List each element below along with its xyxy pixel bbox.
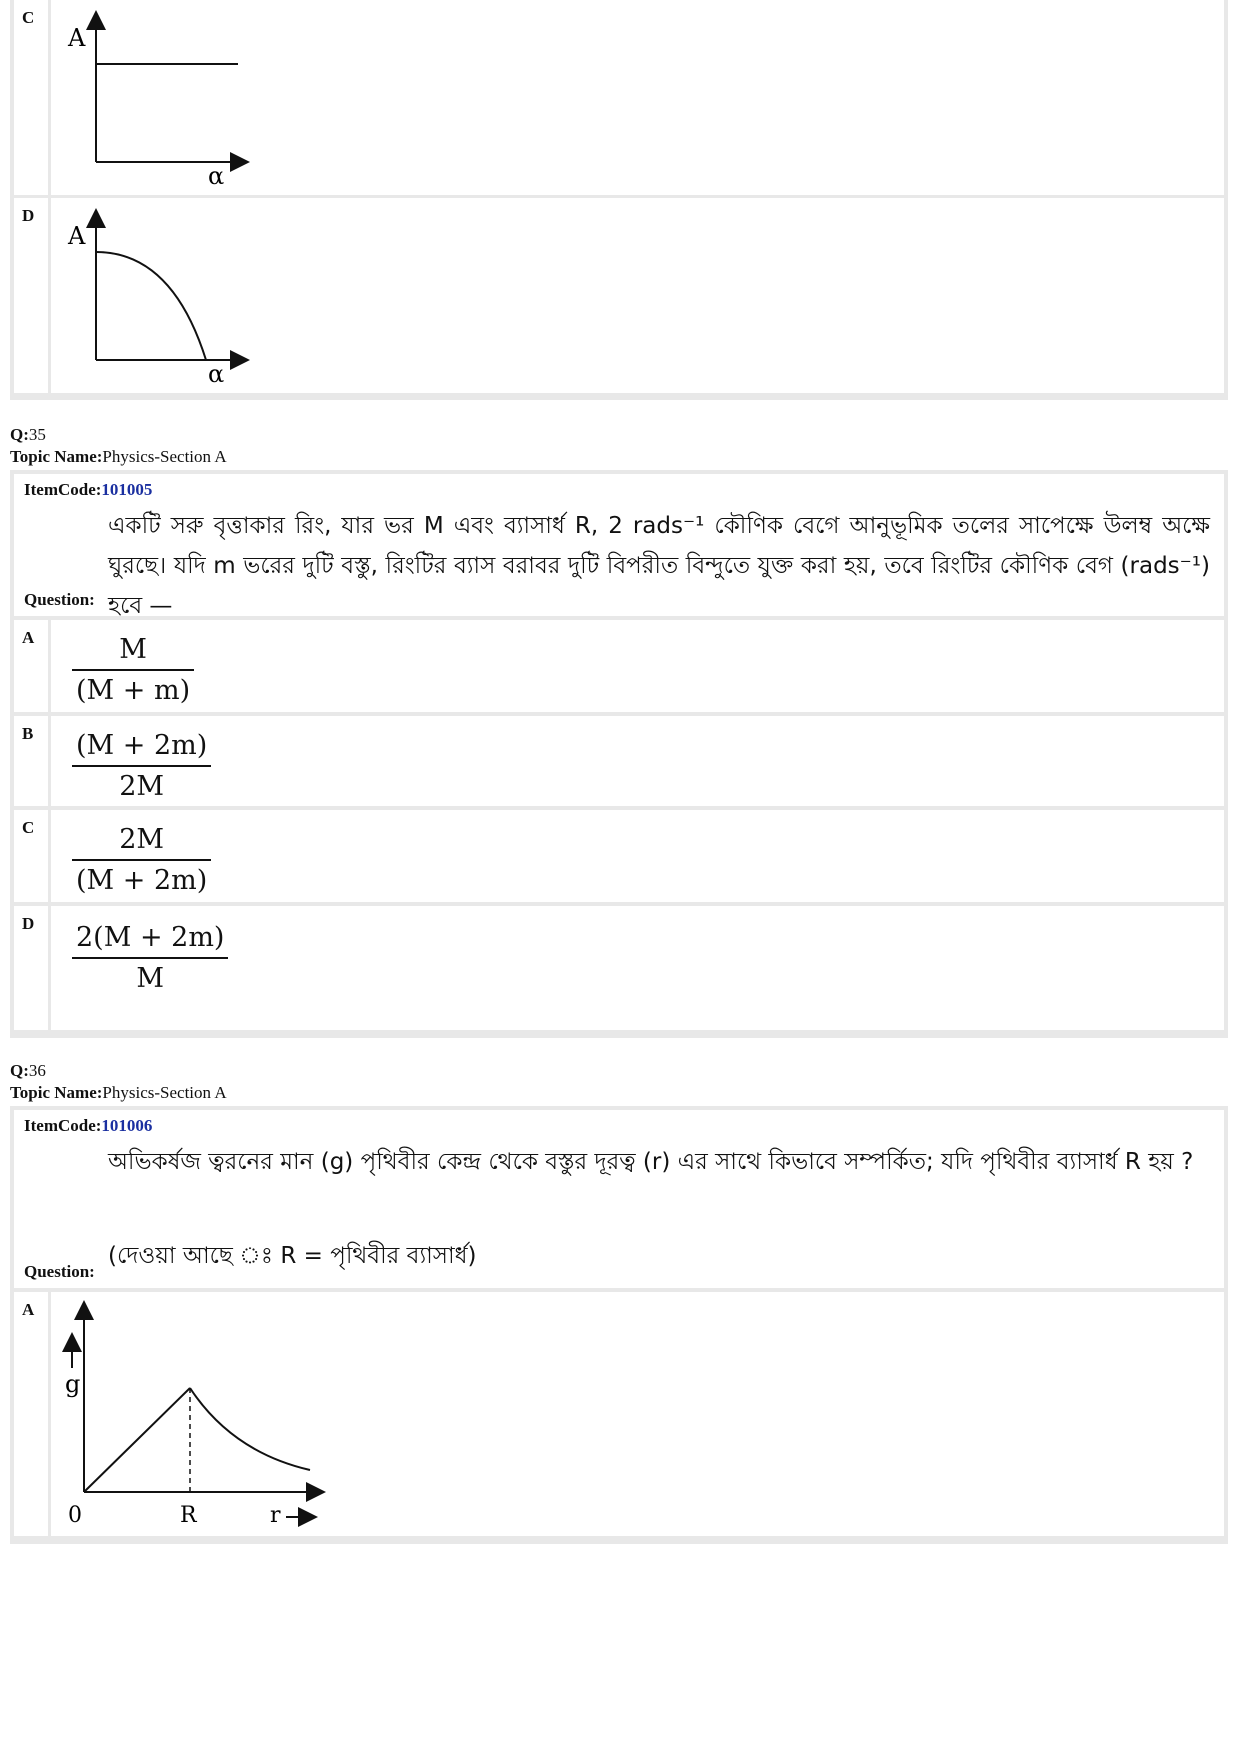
option-graph [52,0,272,190]
option-label: D [14,906,51,1030]
topic-name: Physics-Section A [102,447,227,466]
fraction-numerator: 2M [72,824,211,861]
graph-y-label: A [68,222,86,250]
item-code: ItemCode:101006 [24,1116,153,1135]
question-text: অভিকর্ষজ ত্বরনের মান (g) পৃথিবীর কেন্দ্র থেকে বস্তুর দূরত্ব (r) এর সাথে কিভাবে সম্পর্কিত; যদি পৃথিবীর ব্যাসার্ধ R হয় ? [108,1149,1194,1175]
graph-y-label: g [65,1370,81,1398]
graph-x-label: α [208,162,225,190]
option-fraction [72,824,211,896]
option-row[interactable] [14,198,1224,393]
item-code: ItemCode:101005 [24,480,153,499]
graph-x-label: α [208,360,225,388]
option-fraction [72,922,228,994]
question-label: Question: [24,590,95,609]
question-block [10,1106,1228,1544]
option-row[interactable] [14,810,1224,902]
graph-y-label: A [68,24,86,52]
q-prefix: Q: [10,1061,29,1080]
prev-options-block [10,0,1228,400]
graph-curve-linear [84,1388,190,1492]
fraction-denominator: (M + 2m) [76,865,208,896]
question-stem [14,1110,1224,1288]
q-prefix: Q: [10,425,29,444]
question-note: (দেওয়া আছে ঃ R = পৃথিবীর ব্যাসার্ধ) [108,1243,477,1269]
question-label: Question: [24,1262,95,1281]
topic-name: Physics-Section A [102,1083,227,1102]
question-header [10,424,227,468]
question-number: 36 [28,1061,46,1080]
topic-label: Topic Name: [10,447,103,466]
option-graph [52,198,272,388]
topic-label: Topic Name: [10,1083,103,1102]
graph-r-mark-label: R [180,1503,197,1528]
fraction-denominator: 2M [119,771,165,802]
fraction-numerator: M [72,634,194,671]
option-row[interactable] [14,0,1224,195]
fraction-denominator: M [136,963,165,994]
option-row[interactable] [14,1292,1224,1536]
option-fraction [72,730,211,802]
question-block [10,470,1228,1038]
option-label: C [14,810,51,902]
graph-curve-inverse [190,1388,310,1470]
option-fraction [72,634,194,706]
fraction-denominator: (M + m) [76,675,191,706]
fraction-numerator: 2(M + 2m) [72,922,228,959]
question-stem [14,474,1224,619]
option-row[interactable] [14,620,1224,712]
option-label: B [14,716,51,806]
question-text: একটি সরু বৃত্তাকার রিং, যার ভর M এবং ব্যাসার্ধ R, 2 rads⁻¹ কৌণিক বেগে আনুভূমিক তলের সাপেক্ষে উলম্ব অক্ষে ঘুরছে। যদি m ভরের দুটি বস্তু, রিংটির ব্যাস বরাবর দুটি বিপরীত বিন্দুতে যুক্ত করা হয়, তবে রিংটির কৌণিক বেগ (rads⁻¹) হবে — [108,513,1210,619]
fraction-numerator: (M + 2m) [72,730,211,767]
option-label: A [14,1292,51,1536]
option-row[interactable] [14,716,1224,806]
option-label: A [14,620,51,712]
graph-curve [96,252,206,360]
option-label: C [14,0,51,195]
option-row[interactable] [14,906,1224,1030]
question-header [10,1060,227,1104]
graph-x-label: r [270,1503,281,1528]
option-graph [52,1292,372,1532]
option-label: D [14,198,51,393]
question-number: 35 [28,425,46,444]
graph-origin-label: 0 [68,1503,82,1528]
